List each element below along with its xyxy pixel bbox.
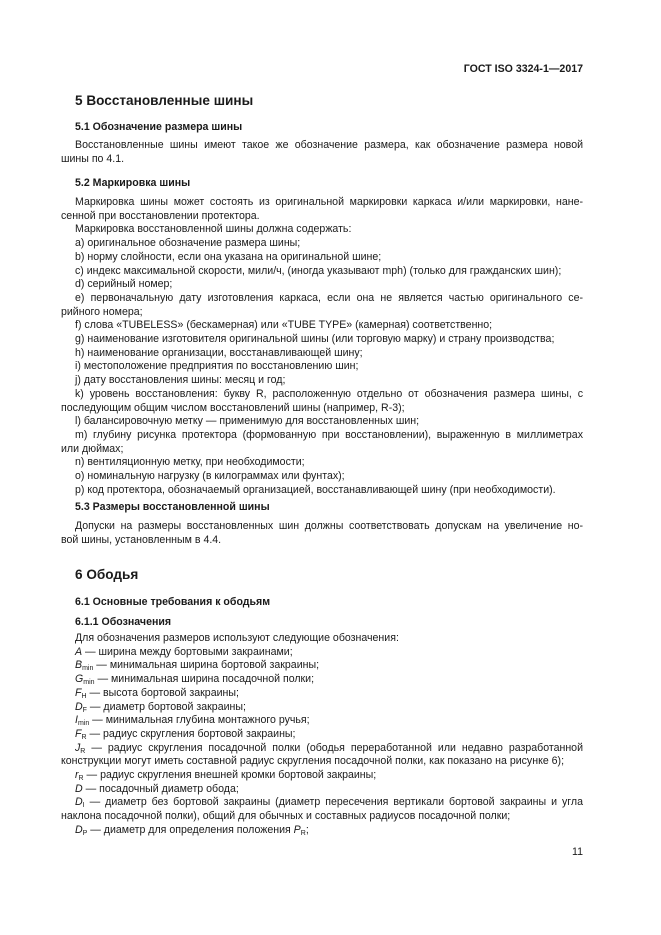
- symbol-def-cont: наклона посадочной полки), общий для обычных и составных радиусов посадочной полки;: [61, 810, 511, 823]
- list-item-cont: последующим общим числом восстановлений шины (например, R-3);: [61, 401, 405, 414]
- symbol-def: $D_P$ — диаметр для определения положения $P_R$;: [75, 823, 309, 837]
- section-5-1-title: 5.1 Обозначение размера шины: [75, 121, 243, 133]
- list-item-cont: или дюймах;: [61, 442, 124, 455]
- page-number: 11: [572, 846, 583, 858]
- symbol-def: D — посадочный диаметр обода;: [75, 782, 239, 795]
- section-5-1-body: [61, 139, 583, 166]
- list-item: k) уровень восстановления: букву R, расположенную отдельно от обозначения размера шины, c: [75, 387, 583, 400]
- list-item: g) наименование изготовителя оригинальной шины (или торговую марку) и страну производства;: [75, 333, 555, 346]
- section-5-2-title: 5.2 Маркировка шины: [75, 177, 191, 189]
- section-5-3-title: 5.3 Размеры восстановленной шины: [75, 501, 270, 513]
- document-number: ГОСТ ISO 3324-1—2017: [463, 63, 583, 75]
- list-item: l) балансировочную метку — применимую для восстановленных шин;: [75, 415, 420, 428]
- list-item: d) серийный номер;: [75, 278, 173, 291]
- list-item-cont: рийного номера;: [61, 305, 143, 318]
- list-item: p) код протектора, обозначаемый организацией, восстанавливающей шину (при необходимости).: [75, 483, 556, 496]
- symbol-def: $I_{min}$ — минимальная глубина монтажного ручья;: [75, 714, 310, 728]
- list-item: m) глубину рисунка протектора (формованную при восстановлении), выраженную в миллиметрах: [75, 428, 583, 441]
- paragraph: шины по 4.1.: [61, 152, 125, 165]
- paragraph: сенной при восстановлении протектора.: [61, 209, 260, 222]
- list-item: i) местоположение предприятия по восстановлению шин;: [75, 360, 359, 373]
- symbol-def-cont: конструкции могут иметь составной радиус скругления посадочной полки, как показано на рисунке 6);: [61, 755, 565, 768]
- symbol-def: A — ширина между бортовыми закраинами;: [75, 645, 293, 658]
- section-6-1-1-body: [61, 632, 583, 838]
- paragraph: вой шины, установленным в 4.4.: [61, 533, 222, 546]
- list-item: n) вентиляционную метку, при необходимости;: [75, 456, 305, 469]
- section-5-title: 5 Восстановленные шины: [75, 93, 254, 108]
- symbol-def: $F_H$ — высота бортовой закраины;: [75, 686, 239, 700]
- section-6-1-title: 6.1 Основные требования к ободьям: [75, 596, 271, 608]
- symbol-def: $G_{min}$ — минимальная ширина посадочной полки;: [75, 673, 315, 687]
- symbol-def: $D_F$ — диаметр бортовой закраины;: [75, 700, 246, 714]
- paragraph: Для обозначения размеров используют следующие обозначения:: [75, 632, 399, 644]
- list-item: b) норму слойности, если она указана на оригинальной шине;: [75, 250, 382, 263]
- section-5-2-body: [61, 196, 583, 497]
- symbol-def: $B_{min}$ — минимальная ширина бортовой закраины;: [75, 659, 320, 673]
- section-6-title: 6 Ободья: [75, 567, 139, 582]
- symbol-def: $r_R$ — радиус скругления внешней кромки бортовой закраины;: [75, 769, 377, 783]
- section-6-1-1-title: 6.1.1 Обозначения: [75, 616, 172, 628]
- list-item: h) наименование организации, восстанавливающей шину;: [75, 346, 363, 359]
- symbol-def: $F_R$ — радиус скругления бортовой закраины;: [75, 727, 296, 741]
- list-item: o) номинальную нагрузку (в килограммах или фунтах);: [75, 470, 345, 483]
- paragraph: Маркировка шины может состоять из оригинальной маркировки каркаса и/или маркировки, нане-: [75, 196, 583, 208]
- paragraph: Восстановленные шины имеют такое же обозначение размера, как обозначение размера новой: [75, 139, 583, 151]
- list-item: e) первоначальную дату изготовления каркаса, если она не является частью оригинального се-: [75, 291, 583, 304]
- list-item: j) дату восстановления шины: месяц и год;: [75, 374, 286, 387]
- symbol-def: $J_R$ — радиус скругления посадочной полки (ободья переработанной или недавно разработанной: [75, 741, 583, 755]
- paragraph: Допуски на размеры восстановленных шин должны соответствовать допускам на увеличение но-: [75, 520, 583, 532]
- list-item: a) оригинальное обозначение размера шины;: [75, 237, 301, 250]
- paragraph: Маркировка восстановленной шины должна содержать:: [75, 223, 352, 236]
- symbol-def: $D_I$ — диаметр без бортовой закраины (диаметр пересечения вертикали бортовой закраины и угла: [75, 796, 583, 810]
- list-item: c) индекс максимальной скорости, мили/ч, (иногда указывают mph) (только для гражданских шин);: [75, 264, 562, 277]
- section-5-3-body: [61, 520, 583, 547]
- list-item: f) слова «TUBELESS» (бескамерная) или «TUBE TYPE» (камерная) соответственно;: [75, 319, 493, 332]
